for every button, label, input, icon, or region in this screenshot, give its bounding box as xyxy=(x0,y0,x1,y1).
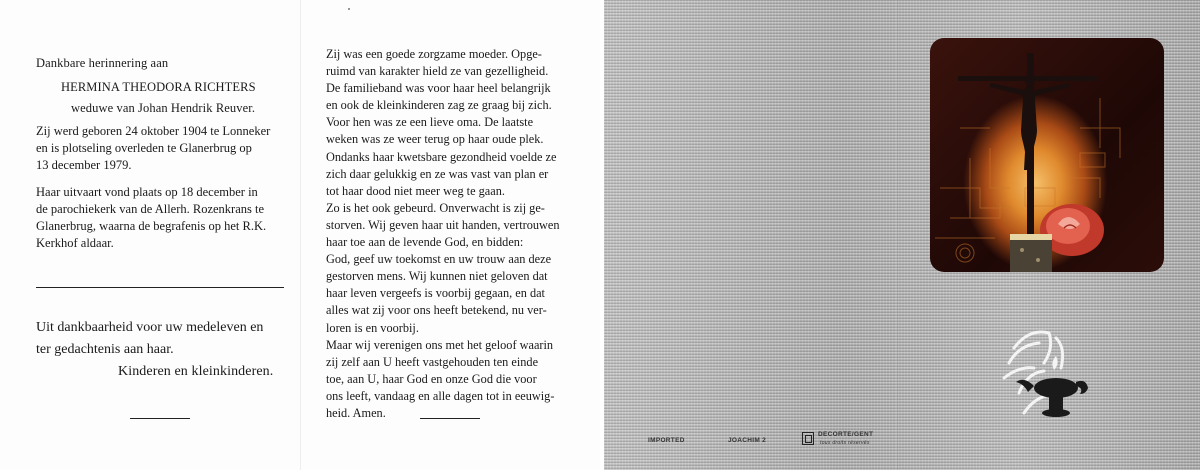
thanks-paragraph: Uit dankbaarheid voor uw medeleven en ter gedachtenis aan haar. xyxy=(36,320,264,357)
model-label: JOACHIM 2 xyxy=(728,437,767,444)
divider-line xyxy=(36,287,284,288)
card-cover xyxy=(604,0,1200,470)
widow-text: weduwe van Johan Hendrik Reuver. xyxy=(71,101,256,115)
brand-sub-label: tous droits réservés xyxy=(820,440,870,446)
middle-page xyxy=(300,0,600,470)
intro-text: Dankbare herinnering aan xyxy=(36,56,169,70)
short-divider-left xyxy=(130,418,190,419)
birth-death-paragraph: Zij werd geboren 24 oktober 1904 te Lonneker en is plotseling overleden te Glanerbrug op 13 december 1979. xyxy=(36,124,271,172)
cover-fold xyxy=(896,0,898,470)
short-divider-middle xyxy=(420,418,480,419)
deceased-name: HERMINA THEODORA RICHTERS xyxy=(61,80,256,94)
brand-label: DECORTE/GENT xyxy=(818,431,874,438)
oil-lamp-emblem-icon xyxy=(994,318,1104,428)
decorte-logo-icon xyxy=(802,432,814,445)
page-fold xyxy=(300,0,301,470)
poem-text: Zij was een goede zorgzame moeder. Opge- ruimd van karakter hield ze van gezelligheid. De familieband was voor haar heel belangrijk en ook de kleinkinderen zag ze graag bij zich. Voor hen was ze een lieve oma. De laatste weken was ze weer terug op haar oude plek. Ondanks haar kwetsbare gezondheid voelde ze zich daar gelukkig en ze was vast van plan er tot haar dood niet meer weg te gaan. Zo is het ook gebeurd. Onverwacht is zij ge- storven. Wij geven haar uit handen, vertrouwen haar toe aan de levende God, en bidden: God, geef uw toekomst en uw trouw aan deze gestorven mens. Wij kunnen niet geloven dat haar leven vergeefs is voorbij gegaan, en dat alles wat zij voor ons heeft betekend, nu ver- loren is en voorbij. Maar wij verenigen ons met het geloof waarin zij zelf aan U heeft vastgehouden ten einde toe, aan U, haar God en onze God die voor ons leeft, vandaag en alle dagen tot in eeuwig- heid. Amen. xyxy=(326,47,560,420)
crucifix-photo xyxy=(930,38,1164,272)
print-mark xyxy=(348,8,350,10)
left-page xyxy=(0,0,300,470)
imported-label: IMPORTED xyxy=(648,437,685,444)
stone-base-icon xyxy=(1010,234,1052,272)
signature-text: Kinderen en kleinkinderen. xyxy=(118,364,274,379)
funeral-paragraph: Haar uitvaart vond plaats op 18 december in de parochiekerk van de Allerh. Rozenkrans te Glanerbrug, waarna de begrafenis op het R.K. Kerkhof aldaar. xyxy=(36,185,267,250)
